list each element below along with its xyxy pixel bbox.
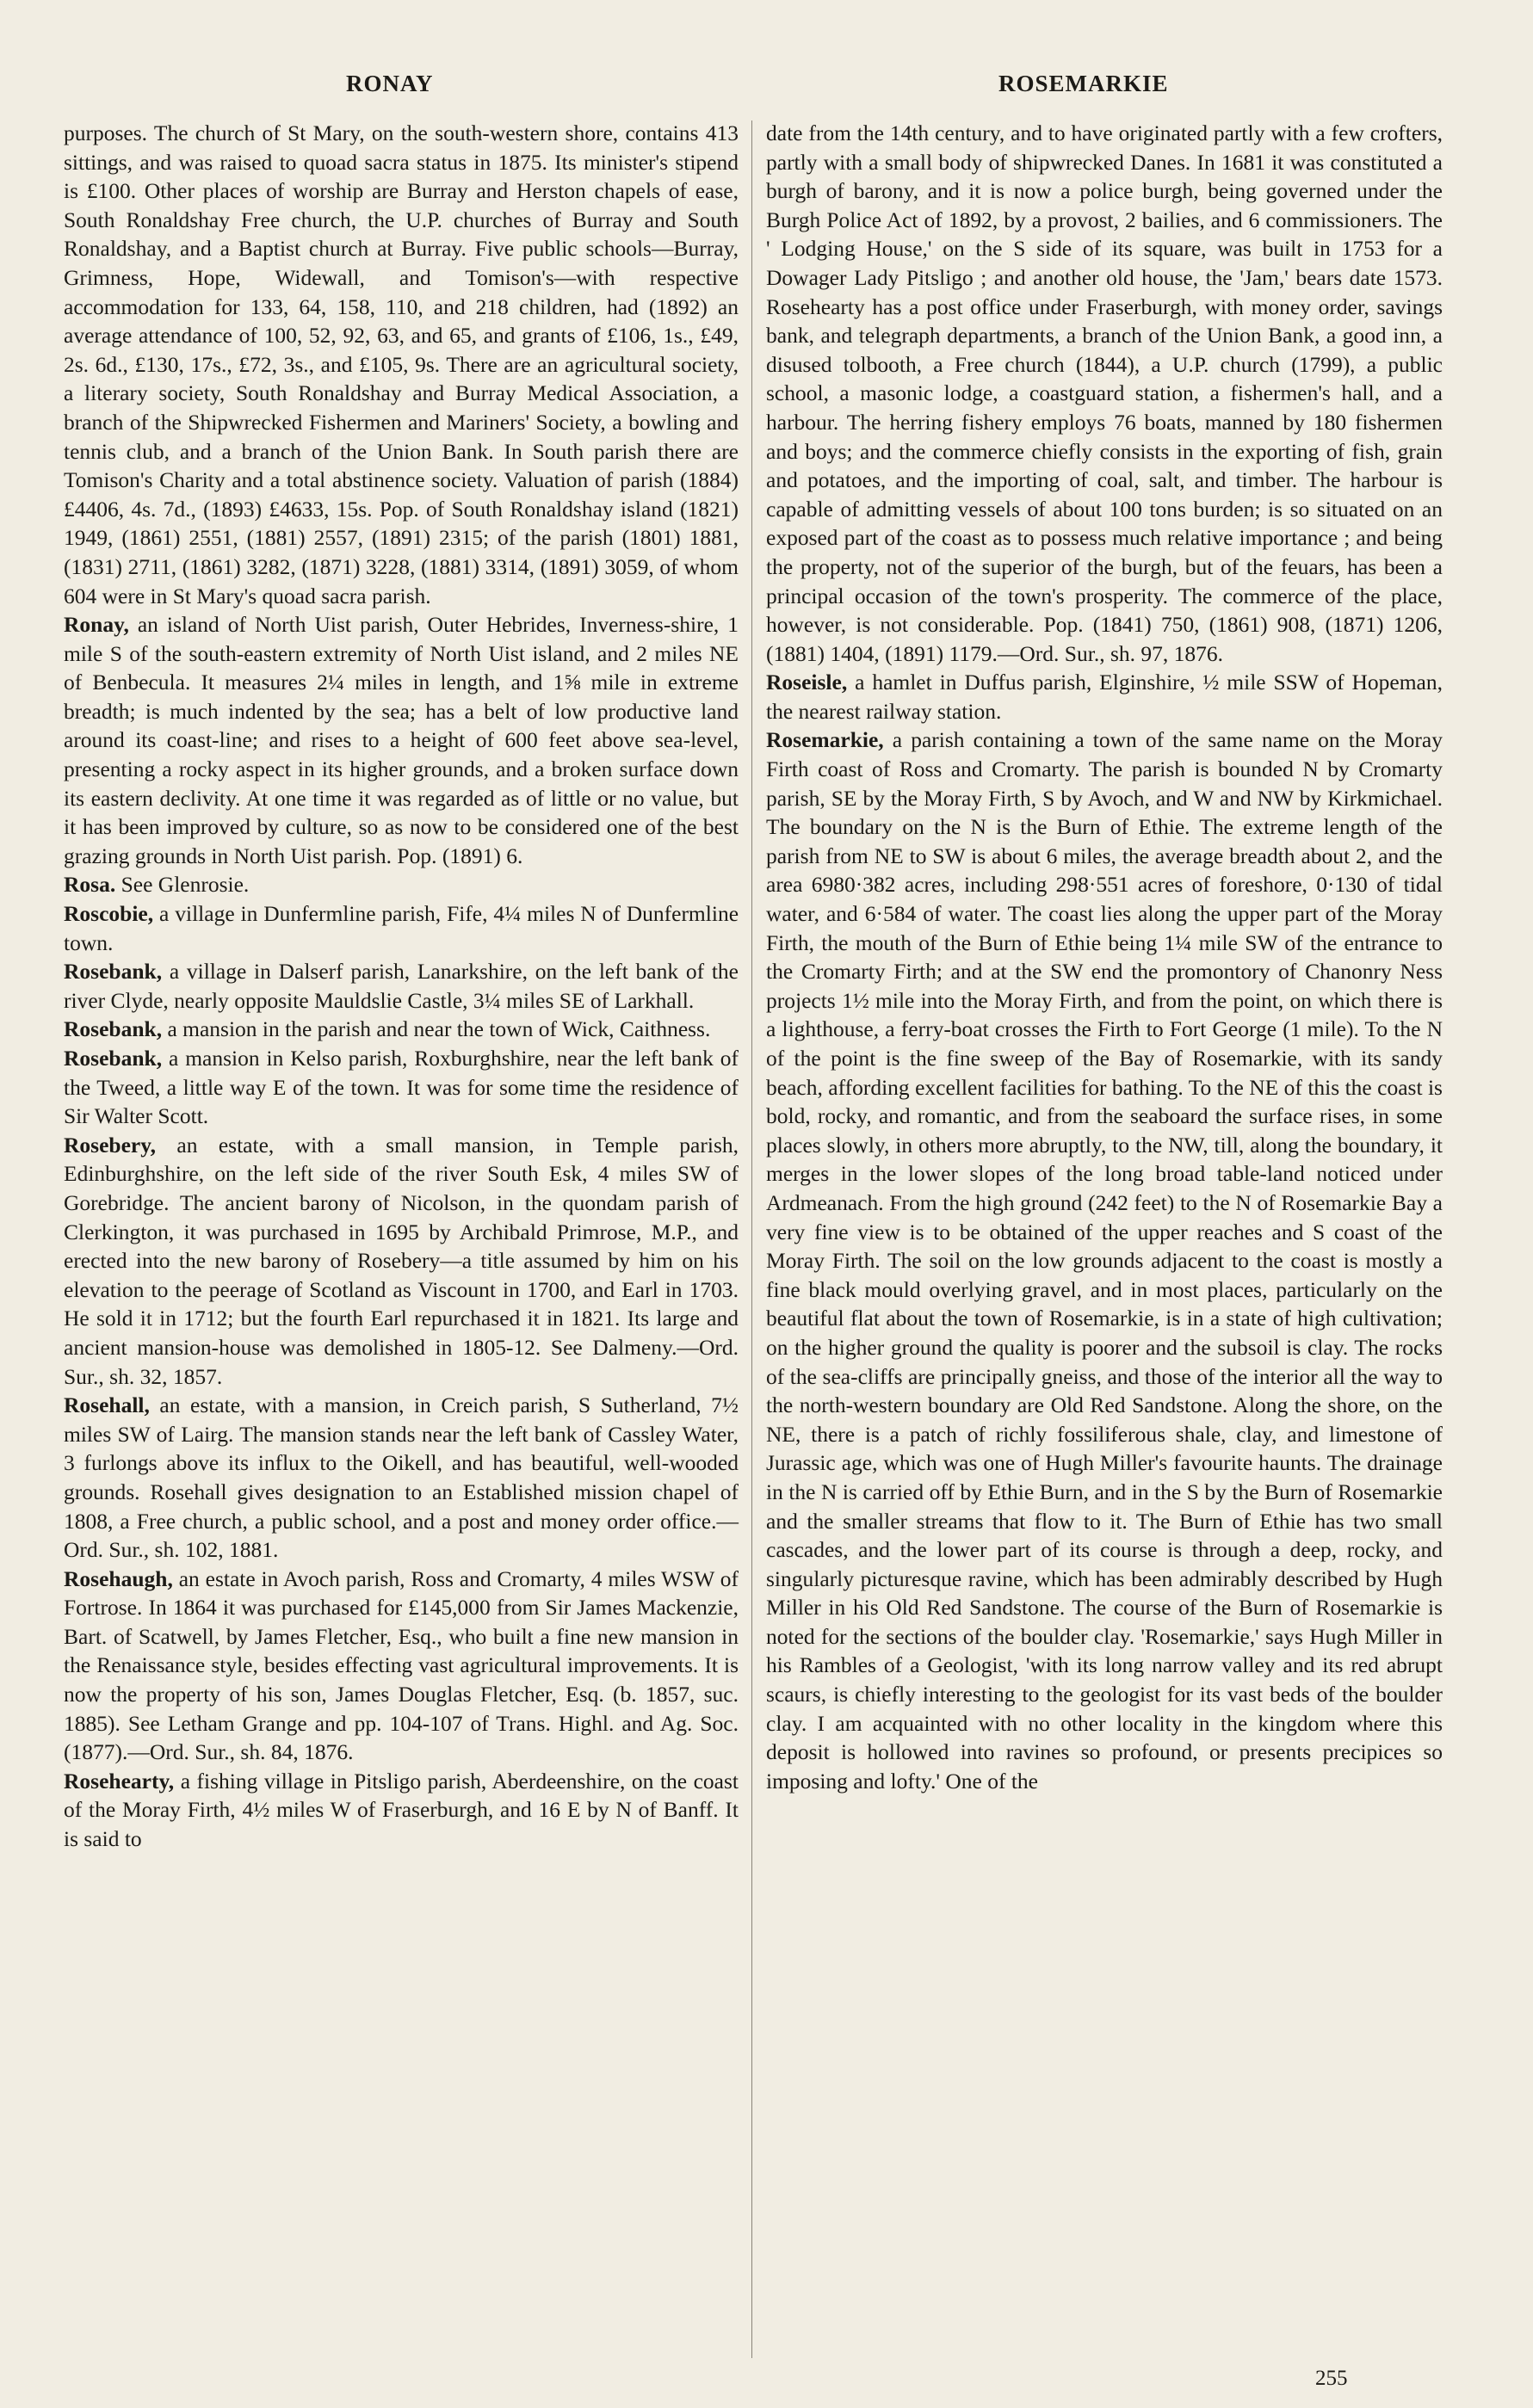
entry-headword: Rosebery, [64,1132,156,1158]
entry-headword: Ronay, [64,612,129,638]
entry-text: a village in Dalserf parish, Lanarkshire, on the left bank of the river Clyde, nearly opposite Mauldslie Castle, 3¼ miles SE of Larkhall. [64,959,739,1013]
entry-headword: Rosebank, [64,1016,163,1042]
gazetteer-entry [766,725,1443,1795]
entry-text: a parish containing a town of the same name on the Moray Firth coast of Ross and Cromarty. The parish is bounded N by Cromarty parish, SE by the Moray Firth, S by Avoch, and W and NW by Kirkmichael. The boundary on the N is the Burn of Ethie. The extreme length of the parish from NE to SW is about 6 miles, the average breadth about 2, and the area 6980·382 acres, including 298·551 acres of foreshore, 0·130 of tidal water, and 6·584 of water. The coast lies along the upper part of the Moray Firth, the mouth of the Burn of Ethie being 1¼ mile SW of the entrance to the Cromarty Firth; and at the SW end the promontory of Chanonry Ness projects 1½ mile into the Moray Firth, and from the point, on which there is a lighthouse, a ferry-boat crosses the Firth to Fort George (1 mile). To the N of the point is the fine sweep of the Bay of Rosemarkie, with its sandy beach, affording excellent facilities for bathing. To the NE of this the coast is bold, rocky, and romantic, and from the seaboard the surface rises, in some places slowly, in others more abruptly, to the NW, till, along the boundary, it merges in the lower slopes of the long broad table-land noticed under Ardmeanach. From the high ground (242 feet) to the N of Rosemarkie Bay a very fine view is to be obtained of the upper reaches and S coast of the Moray Firth. The soil on the low grounds adjacent to the coast is mostly a fine black mould overlying gravel, and in most places, particularly on the beautiful flat about the town of Rosemarkie, is in a state of high cultivation; on the higher ground the quality is poorer and the subsoil is clay. The rocks of the sea-cliffs are principally gneiss, and those of the interior all the way to the north-western boundary are Old Red Sandstone. Along the shore, on the NE, there is a patch of richly fossiliferous shale, clay, and limestone of Jurassic age, which was one of Hugh Miller's favourite haunts. The drainage in the N is carried off by Ethie Burn, and in the S by the Burn of Rosemarkie and the smaller streams that flow to it. The Burn of Ethie has two small cascades, and the lower part of its course is through a deep, rocky, and singularly picturesque ravine, which has been admirably described by Hugh Miller in his Old Red Sandstone. The course of the Burn of Rosemarkie is noted for the sections of the boulder clay. 'Rosemarkie,' says Hugh Miller in his Rambles of a Geologist, 'with its long narrow valley and its red abrupt scaurs, is chiefly interesting to the geologist for its vast beds of the boulder clay. I am acquainted with no other locality in the kingdom where this deposit is hollowed into ravines so profound, or presents precipices so imposing and lofty.' One of the [766,727,1443,1794]
left-column [64,119,739,1854]
gazetteer-entry [64,870,739,899]
entry-headword: Rosehearty, [64,1768,175,1794]
entry-text: an estate, with a mansion, in Creich parish, S Sutherland, 7½ miles SW of Lairg. The mansion stands near the left bank of Cassley Water, 3 furlongs above its influx to the Oikell, and has beautiful, well-wooded grounds. Rosehall gives designation to an Established mission chapel of 1808, a Free church, a public school, and a post and money order office.—Ord. Sur., sh. 102, 1881. [64,1392,739,1563]
entry-headword: Rosebank, [64,959,163,985]
entry-headword: Rosa. [64,872,116,898]
gazetteer-entry [64,119,739,610]
gazetteer-entry [64,1565,739,1767]
column-divider [751,120,752,2358]
entry-headword: Rosehaugh, [64,1565,173,1591]
gazetteer-entry [64,899,739,957]
gazetteer-entry [64,1131,739,1391]
entry-headword: Roscobie, [64,901,154,927]
gazetteer-entry [64,610,739,870]
entry-text: See Glenrosie. [121,872,250,898]
gazetteer-entry [64,1044,739,1131]
gazetteer-entry [64,957,739,1015]
entry-headword: Rosebank, [64,1046,163,1071]
running-head-right: ROSEMARKIE [998,71,1169,96]
entry-headword: Rosemarkie, [766,727,884,753]
running-head-left: RONAY [346,71,434,96]
gazetteer-entry [766,119,1443,668]
entry-text: a village in Dunfermline parish, Fife, 4¼ miles N of Dunfermline town. [64,901,739,955]
page-number: 255 [1315,2367,1348,2390]
entry-headword: Rosehall, [64,1392,150,1418]
right-column [766,119,1443,1795]
entry-text: a hamlet in Duffus parish, Elginshire, ½ mile SSW of Hopeman, the nearest railway station. [766,670,1443,724]
gazetteer-entry [64,1015,739,1044]
entry-text: a mansion in the parish and near the town of Wick, Caithness. [167,1016,711,1042]
entry-text: purposes. The church of St Mary, on the south-western shore, contains 413 sittings, and was raised to quoad sacra status in 1875. Its minister's stipend is £100. Other places of worship are Burray and Herston chapels of ease, South Ronaldshay Free church, the U.P. churches of Burray and South Ronaldshay, and a Baptist church at Burray. Five public schools—Burray, Grimness, Hope, Widewall, and Tomison's—with respective accommodation for 133, 64, 158, 110, and 218 children, had (1892) an average attendance of 100, 52, 92, 63, and 65, and grants of £106, 1s., £49, 2s. 6d., £130, 17s., £72, 3s., and £105, 9s. There are an agricultural society, a literary society, South Ronaldshay and Burray Medical Association, a branch of the Shipwrecked Fishermen and Mariners' Society, a bowling and tennis club, and a branch of the Union Bank. In South parish there are Tomison's Charity and a total abstinence society. Valuation of parish (1884) £4406, 4s. 7d., (1893) £4633, 15s. Pop. of South Ronaldshay island (1821) 1949, (1861) 2551, (1881) 2557, (1891) 2315; of the parish (1801) 1881, (1831) 2711, (1861) 3282, (1871) 3228, (1881) 3314, (1891) 3059, of whom 604 were in St Mary's quoad sacra parish. [64,120,739,608]
gazetteer-entry [64,1767,739,1854]
entry-headword: Roseisle, [766,670,848,695]
entry-text: an estate, with a small mansion, in Temple parish, Edinburghshire, on the left side of the river South Esk, 4 miles SW of Gorebridge. The ancient barony of Nicolson, in the quondam parish of Clerkington, it was purchased in 1695 by Archibald Primrose, M.P., and erected into the new barony of Rosebery—a title assumed by him on his elevation to the peerage of Scotland as Viscount in 1700, and Earl in 1703. He sold it in 1712; but the fourth Earl repurchased it in 1821. Its large and ancient mansion-house was demolished in 1805-12. See Dalmeny.—Ord. Sur., sh. 32, 1857. [64,1132,739,1389]
gazetteer-entry [64,1391,739,1565]
entry-text: an estate in Avoch parish, Ross and Cromarty, 4 miles WSW of Fortrose. In 1864 it was purchased for £145,000 from Sir James Mackenzie, Bart. of Scatwell, by James Fletcher, Esq., who built a fine new mansion in the Renaissance style, besides effecting vast agricultural improvements. It is now the property of his son, James Douglas Fletcher, Esq. (b. 1857, suc. 1885). See Letham Grange and pp. 104-107 of Trans. Highl. and Ag. Soc. (1877).—Ord. Sur., sh. 84, 1876. [64,1565,739,1765]
entry-text: a mansion in Kelso parish, Roxburghshire, near the left bank of the Tweed, a little way E of the town. It was for some time the residence of Sir Walter Scott. [64,1046,739,1129]
entry-text: a fishing village in Pitsligo parish, Aberdeenshire, on the coast of the Moray Firth, 4½ miles W of Fraserburgh, and 16 E by N of Banff. It is said to [64,1768,739,1852]
gazetteer-entry [766,668,1443,725]
entry-text: date from the 14th century, and to have originated partly with a few crofters, partly with a small body of shipwrecked Danes. In 1681 it was constituted a burgh of barony, and it is now a police burgh, being governed under the Burgh Police Act of 1892, by a provost, 2 bailies, and 6 commissioners. The ' Lodging House,' on the S side of its square, was built in 1753 for a Dowager Lady Pitsligo ; and another old house, the 'Jam,' bears date 1573. Rosehearty has a post office under Fraserburgh, with money order, savings bank, and telegraph departments, a branch of the Union Bank, a good inn, a disused tolbooth, a Free church (1844), a U.P. church (1799), a public school, a masonic lodge, a coastguard station, a fishermen's hall, and a harbour. The herring fishery employs 76 boats, manned by 180 fishermen and boys; and the commerce chiefly consists in the exporting of fish, grain and potatoes, and the importing of coal, salt, and timber. The harbour is capable of admitting vessels of about 100 tons burden; is so situated on an exposed part of the coast as to possess much relative importance ; and being the property, not of the superior of the burgh, but of the feuars, has been a principal occasion of the town's prosperity. The commerce of the place, however, is not considerable. Pop. (1841) 750, (1861) 908, (1871) 1206, (1881) 1404, (1891) 1179.—Ord. Sur., sh. 97, 1876. [766,120,1443,666]
entry-text: an island of North Uist parish, Outer Hebrides, Inverness-shire, 1 mile S of the south-eastern extremity of North Uist island, and 2 miles NE of Benbecula. It measures 2¼ miles in length, and 1⅝ mile in extreme breadth; is much indented by the sea; has a belt of low productive land around its coast-line; and rises to a height of 600 feet above sea-level, presenting a rocky aspect in its higher grounds, and a broken surface down its eastern declivity. At one time it was regarded as of little or no value, but it has been improved by culture, so as now to be considered one of the best grazing grounds in North Uist parish. Pop. (1891) 6. [64,612,739,868]
